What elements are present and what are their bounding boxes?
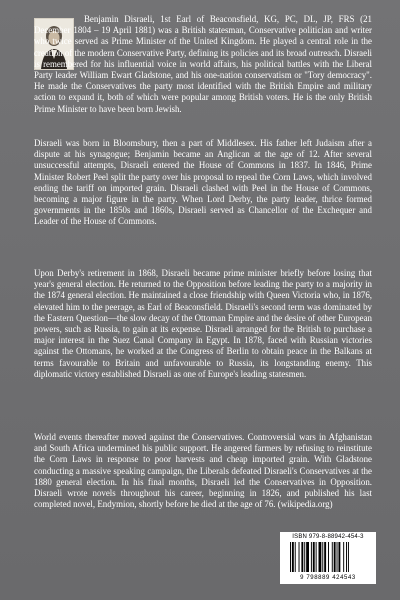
paragraph: World events thereafter moved against the Conservatives. Controversial wars in Afghanistan and South Africa undermined his public support. He angered farmers by refusing to reinstitute the Corn Laws in response to poor harvests and cheap imported grain. With Gladstone conducting a massive speaking campaign, the Liberals defeated Disraeli's Conservatives at the 1880 general election. In his final months, Disraeli led the Conservatives in Opposition. Disraeli wrote novels throughout his career, beginning in 1826, and published his last completed novel, Endymion, shortly before he died at the age of 76. (wikipedia.org) [34,432,372,510]
barcode-bars [290,542,370,572]
isbn-barcode [280,532,376,584]
isbn-label: ISBN 979-8-88942-454-3 [292,534,364,540]
barcode-digits: 9 798889 424543 [300,575,356,581]
paragraph: Upon Derby's retirement in 1868, Disraeli became prime minister briefly before losing that year's general election. He returned to the Opposition before leading the party to a majority in the 1874 general election. He maintained a close friendship with Queen Victoria who, in 1876, elevated him to the peerage, as Earl of Beaconsfield. Disraeli's second term was dominated by the Eastern Question—the slow decay of the Ottoman Empire and the desire of other European powers, such as Russia, to gain at its expense. Disraeli arranged for the British to purchase a major interest in the Suez Canal Company in Egypt. In 1878, faced with Russian victories against the Ottomans, he worked at the Congress of Berlin to obtain peace in the Balkans at terms favourable to Britain and unfavourable to Russia, its longstanding enemy. This diplomatic victory established Disraeli as one of Europe's leading statesmen. [34,268,372,379]
paragraph: Disraeli was born in Bloomsbury, then a part of Middlesex. His father left Judaism after a dispute at his synagogue; Benjamin became an Anglican at the age of 12. After several unsuccessful attempts, Disraeli entered the House of Commons in 1837. In 1846, Prime Minister Robert Peel split the party over his proposal to repeal the Corn Laws, which involved ending the tariff on imported grain. Disraeli clashed with Peel in the House of Commons, becoming a major figure in the party. When Lord Derby, the party leader, thrice formed governments in the 1850s and 1860s, Disraeli served as Chancellor of the Exchequer and Leader of the House of Commons. [34,138,372,227]
paragraph: Benjamin Disraeli, 1st Earl of Beaconsfield, KG, PC, DL, JP, FRS (21 December 1804 – 19 April 1881) was a British statesman, Conservative politician and writer who twice served as Prime Minister of the United Kingdom. He played a central role in the creation of the modern Conservative Party, defining its policies and its broad outreach. Disraeli is remembered for his influential voice in world affairs, his political battles with the Liberal Party leader William Ewart Gladstone, and his one-nation conservatism or "Tory democracy". He made the Conservatives the party most identified with the British Empire and military action to expand it, both of which were popular among British voters. He is the only British Prime Minister to have been born Jewish. [34,14,372,114]
